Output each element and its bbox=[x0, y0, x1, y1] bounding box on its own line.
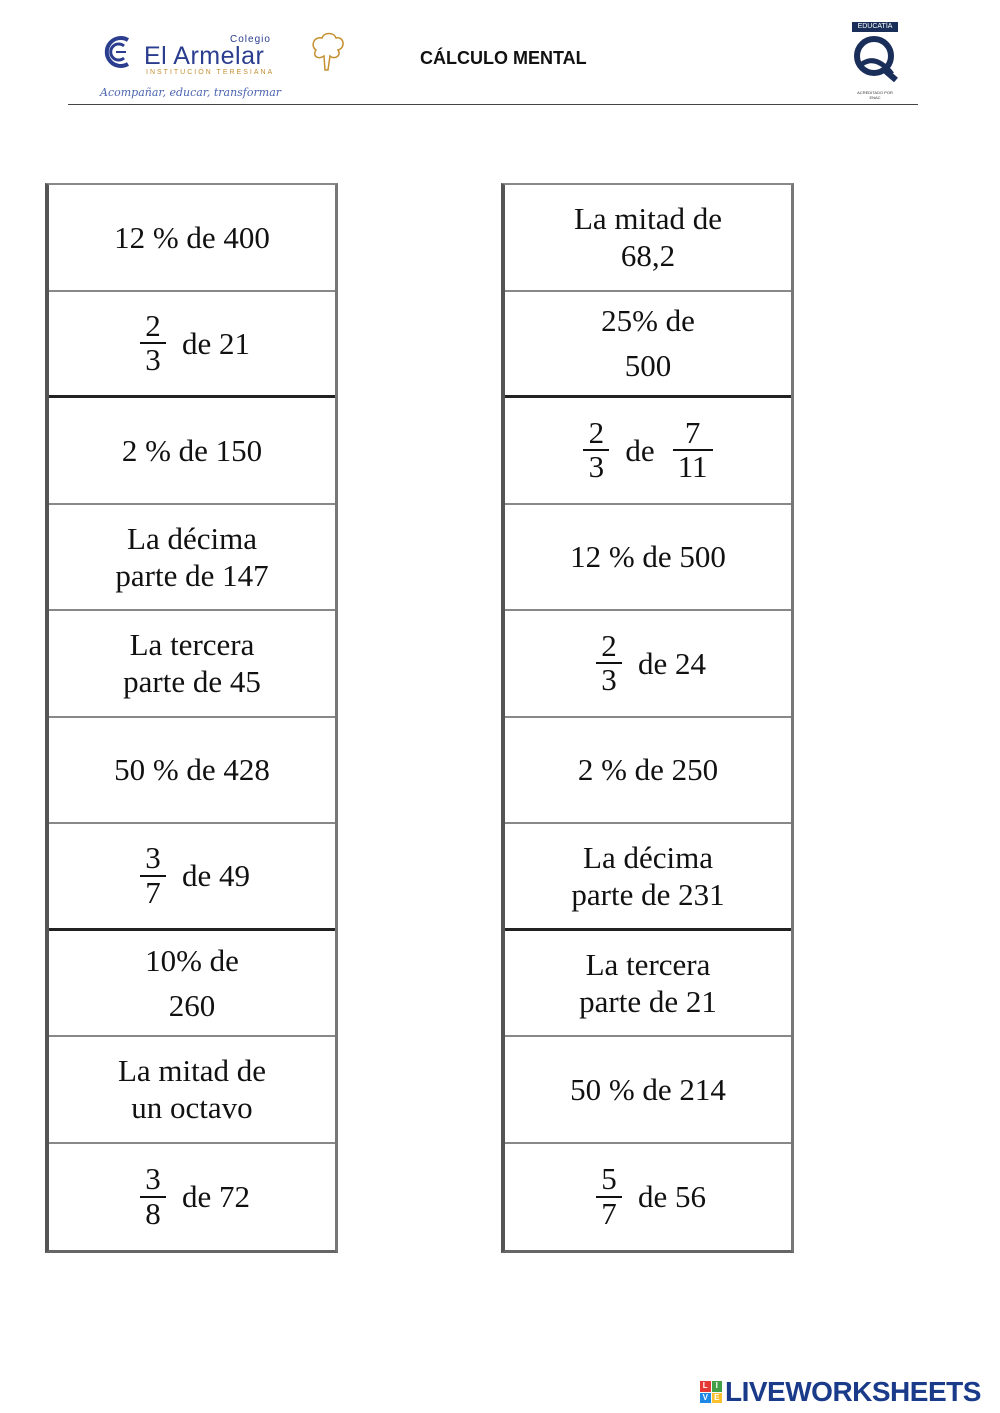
fraction bbox=[583, 414, 609, 485]
page-header bbox=[68, 18, 918, 105]
exercise-text: de 56 bbox=[637, 1179, 706, 1215]
exercise-cell-r2[interactable] bbox=[505, 292, 791, 399]
icon-letter: L bbox=[700, 1381, 711, 1392]
exercise-line-2: parte de 147 bbox=[115, 557, 269, 593]
exercise-text: 2 % de 150 bbox=[121, 432, 263, 468]
exercise-line-1: 25% de bbox=[601, 303, 695, 339]
exercise-cell-r1[interactable] bbox=[505, 185, 791, 292]
fraction-numerator: 3 bbox=[145, 1161, 161, 1197]
liveworksheets-brand[interactable] bbox=[700, 1376, 981, 1408]
exercise-cell-l6[interactable] bbox=[49, 718, 335, 825]
school-subtitle: INSTITUCIÓN TERESIANA bbox=[146, 69, 275, 76]
exercise-line-1: 10% de bbox=[145, 942, 239, 978]
school-emblem-icon bbox=[102, 34, 138, 70]
fraction bbox=[140, 1163, 166, 1230]
exercise-cell-l2[interactable] bbox=[49, 292, 335, 399]
exercise-line-1: La mitad de bbox=[117, 1053, 267, 1089]
exercise-cell-r6[interactable] bbox=[505, 718, 791, 825]
exercise-cell-r10[interactable] bbox=[505, 1144, 791, 1251]
exercise-text: 12 % de 500 bbox=[570, 539, 726, 575]
fraction-denominator: 7 bbox=[601, 1195, 617, 1231]
liveworksheets-icon bbox=[700, 1381, 722, 1403]
exercise-cell-l4[interactable] bbox=[49, 505, 335, 612]
school-motto: Acompañar, educar, transformar bbox=[100, 86, 282, 99]
exercise-text: 12 % de 400 bbox=[114, 219, 270, 255]
quality-q-icon bbox=[852, 34, 898, 82]
page-title: CÁLCULO MENTAL bbox=[420, 48, 587, 68]
exercise-cell-l3[interactable] bbox=[49, 398, 335, 505]
accreditation-footer: ACREDITADO POR ENAC bbox=[857, 90, 893, 100]
fraction-denominator: 3 bbox=[145, 342, 161, 378]
exercise-text: de 24 bbox=[637, 645, 706, 681]
exercise-cell-r3[interactable] bbox=[505, 398, 791, 505]
exercise-cell-r7[interactable] bbox=[505, 824, 791, 931]
tree-icon bbox=[308, 30, 346, 74]
exercise-line-2: parte de 21 bbox=[579, 983, 717, 1019]
exercise-line-1: La mitad de bbox=[573, 201, 723, 237]
school-small-label: Colegio bbox=[230, 34, 271, 45]
left-exercise-column bbox=[45, 183, 338, 1253]
exercise-cell-l9[interactable] bbox=[49, 1037, 335, 1144]
fraction bbox=[673, 414, 713, 485]
exercise-line-1: La tercera bbox=[585, 946, 711, 982]
school-name: El Armelar bbox=[144, 42, 265, 70]
exercise-cell-r4[interactable] bbox=[505, 505, 791, 612]
liveworksheets-label: LIVEWORKSHEETS bbox=[725, 1376, 981, 1407]
exercise-text: de 21 bbox=[181, 325, 250, 361]
exercise-cell-l5[interactable] bbox=[49, 611, 335, 718]
exercise-cell-r9[interactable] bbox=[505, 1037, 791, 1144]
fraction-numerator: 7 bbox=[684, 414, 701, 450]
fraction-denominator: 7 bbox=[145, 874, 161, 910]
icon-letter: I bbox=[712, 1381, 723, 1392]
right-exercise-column bbox=[501, 183, 794, 1253]
school-logo bbox=[98, 24, 348, 99]
exercise-text: de bbox=[625, 432, 655, 468]
icon-letter: V bbox=[700, 1393, 711, 1404]
fraction-numerator: 3 bbox=[145, 840, 161, 876]
exercise-line-2: 68,2 bbox=[620, 238, 676, 274]
exercise-line-2: 500 bbox=[624, 348, 672, 384]
exercise-cell-l1[interactable] bbox=[49, 185, 335, 292]
accreditation-logo bbox=[852, 22, 898, 98]
fraction-numerator: 2 bbox=[588, 414, 605, 450]
icon-letter: E bbox=[712, 1393, 723, 1404]
exercise-cell-r5[interactable] bbox=[505, 611, 791, 718]
exercise-line-2: parte de 45 bbox=[123, 664, 261, 700]
accreditation-label: EDUCATÍA bbox=[852, 22, 898, 32]
exercise-cell-l7[interactable] bbox=[49, 824, 335, 931]
fraction-denominator: 3 bbox=[601, 662, 617, 698]
fraction-denominator: 8 bbox=[145, 1195, 161, 1231]
exercise-cell-l10[interactable] bbox=[49, 1144, 335, 1251]
exercise-text: 50 % de 214 bbox=[570, 1071, 726, 1107]
exercise-line-1: La décima bbox=[127, 520, 257, 556]
fraction-numerator: 2 bbox=[601, 627, 617, 663]
fraction bbox=[596, 627, 622, 698]
fraction-denominator: 3 bbox=[588, 449, 605, 485]
exercise-line-2: parte de 231 bbox=[571, 876, 725, 912]
fraction-numerator: 2 bbox=[145, 307, 161, 343]
exercise-text: de 49 bbox=[181, 858, 250, 894]
exercise-cell-l8[interactable] bbox=[49, 931, 335, 1038]
exercise-text: de 72 bbox=[181, 1179, 250, 1215]
exercise-text: 2 % de 250 bbox=[577, 752, 719, 788]
fraction bbox=[140, 307, 166, 378]
exercise-cell-r8[interactable] bbox=[505, 931, 791, 1038]
fraction bbox=[140, 842, 166, 909]
fraction bbox=[596, 1163, 622, 1230]
exercise-line-1: La tercera bbox=[129, 627, 255, 663]
exercise-line-2: 260 bbox=[168, 987, 216, 1023]
exercise-line-1: La décima bbox=[583, 839, 713, 875]
exercise-line-2: un octavo bbox=[131, 1090, 253, 1126]
fraction-denominator: 11 bbox=[677, 449, 708, 485]
fraction-numerator: 5 bbox=[601, 1161, 617, 1197]
exercise-text: 50 % de 428 bbox=[114, 752, 270, 788]
